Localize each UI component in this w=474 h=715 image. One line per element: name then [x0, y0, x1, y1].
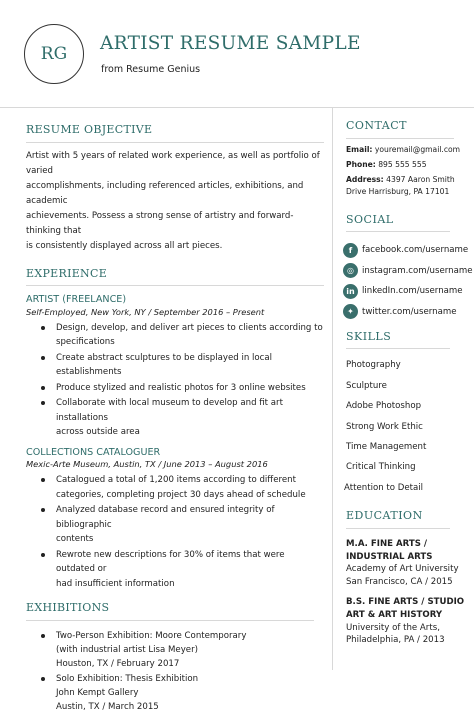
- education-heading: EDUCATION: [346, 509, 423, 523]
- exhibitions-rule: [26, 620, 314, 621]
- skill-item: Adobe Photoshop: [346, 401, 422, 412]
- page-title: ARTIST RESUME SAMPLE: [100, 33, 361, 54]
- education-rule: [346, 528, 450, 529]
- facebook-icon: f: [343, 243, 358, 258]
- list-item: Catalogued a total of 1,200 items according to different categories, completing project 30 days ahead of schedule: [26, 473, 324, 502]
- skills-rule: [346, 348, 450, 349]
- job-title: ARTIST (FREELANCE): [26, 294, 127, 306]
- school-name: Academy of Art University: [346, 564, 459, 575]
- objective-line: accomplishments, including referenced articles, exhibitions, and academic: [26, 180, 304, 206]
- list-item: Create abstract sculptures to be displayed in local establishments: [26, 351, 324, 380]
- job-bullets: [26, 321, 324, 440]
- job-bullets: [26, 473, 324, 591]
- column-divider: [332, 107, 333, 670]
- social-link-text: instagram.com/username: [362, 265, 473, 276]
- monogram-logo: RG: [24, 24, 84, 84]
- list-item: Rewrote new descriptions for 30% of items that were outdated or had insufficient information: [26, 548, 324, 592]
- list-item: Solo Exhibition: Thesis Exhibition John Kempt Gallery Austin, TX / March 2015: [26, 672, 324, 714]
- email-value[interactable]: youremail@gmail.com: [374, 144, 461, 154]
- skills-list: [346, 355, 474, 498]
- education-entry: [346, 596, 474, 647]
- social-list: [343, 242, 474, 320]
- degree-title: INDUSTRIAL ARTS: [346, 551, 433, 562]
- job-entry: [26, 293, 324, 439]
- linkedin-icon: in: [343, 284, 358, 299]
- social-link-text: facebook.com/username: [362, 245, 469, 256]
- objective-line: achievements. Possess a strong sense of artistry and forward-thinking that: [26, 210, 294, 236]
- job-entry: [26, 446, 324, 591]
- degree-title: B.S. FINE ARTS / STUDIO: [346, 596, 465, 607]
- sidebar-column: [346, 108, 474, 647]
- school-place: Philadelphia, PA / 2013: [346, 635, 445, 646]
- contact-rule: [346, 138, 454, 139]
- social-link-instagram[interactable]: [343, 263, 474, 279]
- experience-heading: EXPERIENCE: [26, 266, 108, 280]
- skills-heading: SKILLS: [346, 329, 392, 343]
- social-link-twitter[interactable]: [343, 304, 474, 320]
- skill-item: Photography: [346, 360, 401, 371]
- objective-rule: [26, 142, 324, 143]
- social-link-text: linkedIn.com/username: [362, 286, 463, 297]
- contact-block: [346, 144, 474, 198]
- job-meta: Self-Employed, New York, NY / September 2016 – Present: [26, 306, 265, 317]
- skill-item: Sculpture: [346, 380, 387, 391]
- list-item: Collaborate with local museum to develop and fit art installations across outside area: [26, 396, 324, 440]
- exhibitions-heading: EXHIBITIONS: [26, 601, 110, 614]
- skill-item: Critical Thinking: [346, 462, 416, 473]
- twitter-icon: ✦: [343, 304, 358, 319]
- skill-item: Strong Work Ethic: [346, 421, 423, 432]
- main-column: [26, 108, 324, 715]
- objective-line: Artist with 5 years of related work experience, as well as portfolio of varied: [26, 150, 320, 176]
- social-rule: [346, 231, 450, 232]
- education-entry: [346, 538, 474, 589]
- objective-heading: RESUME OBJECTIVE: [26, 123, 153, 136]
- page-subtitle: from Resume Genius: [101, 64, 201, 75]
- address-line: Address: 4397 Aaron Smith: [346, 174, 455, 184]
- email-line: Email: youremail@gmail.com: [346, 144, 461, 154]
- phone-value[interactable]: 895 555 555: [378, 159, 427, 169]
- instagram-icon: ◎: [343, 263, 358, 278]
- list-item: Produce stylized and realistic photos for 3 online websites: [26, 381, 324, 396]
- social-link-facebook[interactable]: [343, 242, 474, 258]
- list-item: Two-Person Exhibition: Moore Contemporary (with industrial artist Lisa Meyer) Houston, TX / February 2017: [26, 629, 324, 671]
- social-heading: SOCIAL: [346, 212, 394, 226]
- skill-item: Time Management: [346, 441, 427, 452]
- degree-title: ART & ART HISTORY: [346, 609, 443, 620]
- objective-line: is consistently displayed across all art pieces.: [26, 240, 223, 251]
- skill-item: Attention to Detail: [344, 482, 424, 493]
- list-item: Design, develop, and deliver art pieces to clients according to specifications: [26, 321, 324, 350]
- address-line-2: Drive Harrisburg, PA 17101: [346, 186, 450, 196]
- contact-heading: CONTACT: [346, 119, 407, 132]
- job-title: COLLECTIONS CATALOGUER: [26, 446, 161, 458]
- school-name: University of the Arts,: [346, 622, 440, 633]
- social-link-text: twitter.com/username: [362, 306, 457, 317]
- social-link-linkedin[interactable]: [343, 283, 474, 299]
- phone-line: Phone: 895 555 555: [346, 159, 427, 169]
- experience-rule: [26, 285, 324, 286]
- school-place: San Francisco, CA / 2015: [346, 577, 453, 588]
- objective-text: [26, 149, 324, 254]
- job-meta: Mexic-Arte Museum, Austin, TX / June 2013 – August 2016: [26, 459, 268, 470]
- degree-title: M.A. FINE ARTS /: [346, 538, 428, 549]
- exhibitions-list: [26, 629, 324, 714]
- list-item: Analyzed database record and ensured integrity of bibliographic contents: [26, 503, 324, 547]
